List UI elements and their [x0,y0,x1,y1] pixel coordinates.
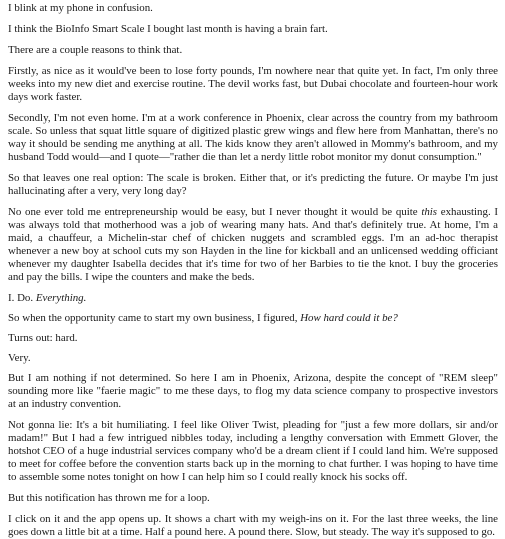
paragraph-text: Not gonna lie: It's a bit humiliating. I feel like Oliver Twist, pleading for "just a few more dollars, sir and/or madam!" But I had a few intrigued nibbles today, including a lengthy conversation with Emmett Glover, the hotshot CEO of a huge industrial services company who'd be a dream client if I could land him. We're supposed to meet for coffee before the convention starts back up in the morning to chat further. I was hoping to have time to assemble some notes tonight on how I can help him so I could really knock his socks off. [8,419,498,483]
paragraph-6 [8,172,498,198]
paragraph-text: I. Do. [8,292,36,304]
paragraph-10 [8,332,498,345]
paragraph-text: Very. [8,352,31,364]
paragraph-8 [8,292,498,305]
paragraph-text: I think the BioInfo Smart Scale I bought last month is having a brain fart. [8,23,328,35]
paragraph-3 [8,44,498,57]
paragraph-text: There are a couple reasons to think that. [8,44,183,56]
paragraph-text: So when the opportunity came to start my own business, I figured, [8,312,301,324]
paragraph-5 [8,112,498,164]
paragraph-text: But I am nothing if not determined. So here I am in Phoenix, Arizona, despite the concept of "REM sleep" sounding more like "faerie magic" to me these days, to flog my data science company to prospective investors at an industry convention. [8,372,498,410]
paragraph-text: No one ever told me entrepreneurship would be easy, but I never thought it would be quite [8,206,422,218]
paragraph-emphasis: this [421,206,438,218]
paragraph-4 [8,65,498,104]
paragraph-12 [8,372,498,411]
paragraph-13 [8,419,498,484]
paragraph-emphasis: Everything. [35,292,87,304]
paragraph-1 [8,2,498,15]
paragraph-text: exhausting. I was always told that motherhood was a job of wearing many hats. And that's definitely true. At home, I'm a maid, a chauffeur, a Michelin-star chef of chicken nuggets and scrambled eggs. I'm an ad-hoc therapist whenever a new boy at school cuts my son Hayden in the line for kickball and an unlicensed wedding officiant whenever my daughter Isabella decides that it's time for two of her Barbies to tie the knot. I buy the groceries and pay the bills. I wipe the counters and make the beds. [8,206,498,283]
paragraph-2 [8,23,498,36]
paragraph-text: Secondly, I'm not even home. I'm at a work conference in Phoenix, clear across the country from my bathroom scale. So unless that squat little square of digitized plastic grew wings and flew here from Manhattan, there's no way it should be sending me anything at all. The kids know they aren't allowed in Mommy's bathroom, and my husband Todd would—and I quote—"rather die than let a nerdy little robot monitor my donut consumption." [8,112,498,163]
paragraph-text: Firstly, as nice as it would've been to lose forty pounds, I'm nowhere near that quite yet. In fact, I'm only three weeks into my new diet and exercise routine. The devil works fast, but Dubai chocolate and fourteen-hour work days work faster. [8,65,498,103]
paragraph-text: I blink at my phone in confusion. [8,2,153,14]
paragraph-text: Turns out: hard. [8,332,78,344]
paragraph-9 [8,312,498,325]
paragraph-text: I click on it and the app opens up. It shows a chart with my weigh-ins on it. For the last three weeks, the line goes down a little bit at a time. Half a pound here. A pound there. Slow, but steady. The way it's supposed to go. [8,513,498,538]
paragraph-text: But this notification has thrown me for a loop. [8,492,210,504]
paragraph-11 [8,352,498,365]
paragraph-emphasis: How hard could it be? [300,312,398,324]
paragraph-7 [8,206,498,284]
paragraph-15 [8,513,498,539]
paragraph-14 [8,492,498,505]
paragraph-text: So that leaves one real option: The scale is broken. Either that, or it's predicting the future. Or maybe I'm just hallucinating after a very, very long day? [8,172,498,197]
